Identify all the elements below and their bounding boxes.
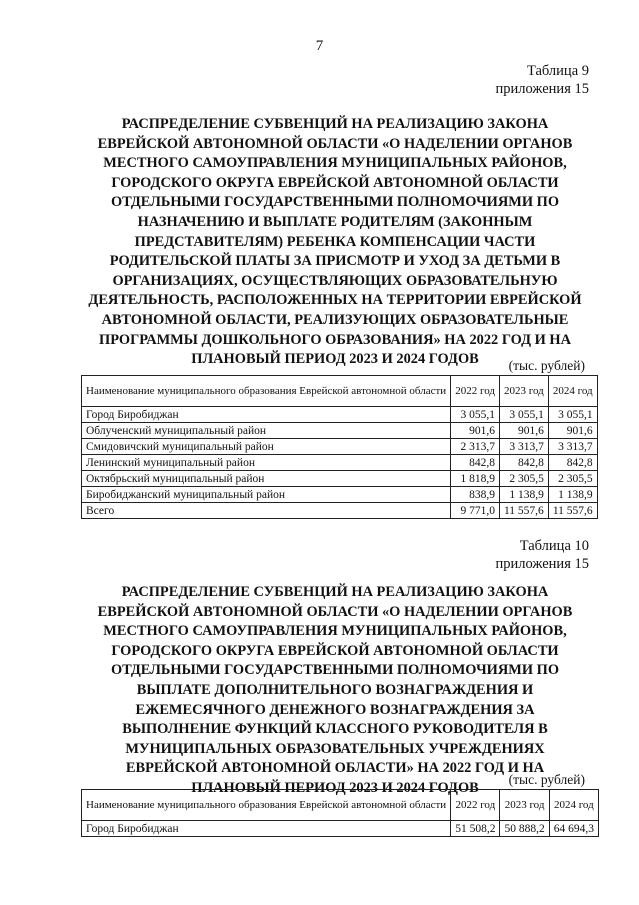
table-row: [82, 407, 598, 423]
row-2024: 64 694,3: [549, 821, 598, 837]
table-row: [82, 487, 598, 503]
row-name: Облученский муниципальный район: [82, 423, 451, 439]
table-10-label: [496, 537, 589, 573]
row-name: Ленинский муниципальный район: [82, 455, 451, 471]
table-10-title: РАСПРЕДЕЛЕНИЕ СУБВЕНЦИЙ НА РЕАЛИЗАЦИЮ ЗАКОНА ЕВРЕЙСКОЙ АВТОНОМНОЙ ОБЛАСТИ «О НАДЕЛЕНИИ ОРГАНОВ МЕСТНОГО САМОУПРАВЛЕНИЯ МУНИЦИПАЛЬНЫХ РАЙОНОВ, ГОРОДСКОГО ОКРУГА ЕВРЕЙСКОЙ АВТОНОМНОЙ ОБЛАСТИ ОТДЕЛЬНЫМИ ГОСУДАРСТВЕННЫМИ ПОЛНОМОЧИЯМИ ПО ВЫПЛАТЕ ДОПОЛНИТЕЛЬНОГО ВОЗНАГРАЖДЕНИЯ И ЕЖЕМЕСЯЧНОГО ДЕНЕЖНОГО ВОЗНАГРАЖДЕНИЯ ЗА ВЫПОЛНЕНИЕ ФУНКЦИЙ КЛАССНОГО РУКОВОДИТЕЛЯ В МУНИЦИПАЛЬНЫХ ОБРАЗОВАТЕЛЬНЫХ УЧРЕЖДЕНИЯХ ЕВРЕЙСКОЙ АВТОНОМНОЙ ОБЛАСТИ» НА 2022 ГОД И НА ПЛАНОВЫЙ ПЕРИОД 2023 И 2024 ГОДОВ: [97, 584, 573, 796]
table-9-label-number: Таблица 9: [526, 63, 589, 79]
row-2022: 3 055,1: [451, 407, 500, 423]
header-2022: 2022 год: [451, 790, 500, 821]
table-10-label-number: Таблица 10: [519, 538, 589, 554]
header-2024: 2024 год: [548, 376, 597, 407]
row-2022: 51 508,2: [451, 821, 500, 837]
row-2022: 901,6: [451, 423, 500, 439]
header-2024: 2024 год: [549, 790, 598, 821]
row-name: Биробиджанский муниципальный район: [82, 487, 451, 503]
row-2023: 2 305,5: [499, 471, 548, 487]
row-2023: 11 557,6: [499, 503, 548, 519]
table-row-total: [82, 503, 598, 519]
row-2024: 842,8: [548, 455, 597, 471]
row-2024: 901,6: [548, 423, 597, 439]
row-2022: 9 771,0: [451, 503, 500, 519]
header-2022: 2022 год: [451, 376, 500, 407]
table-row: [82, 439, 598, 455]
row-2024: 1 138,9: [548, 487, 597, 503]
table-9-units: (тыс. рублей): [508, 358, 585, 373]
row-2022: 1 818,9: [451, 471, 500, 487]
row-2023: 901,6: [499, 423, 548, 439]
table-9-label: [496, 62, 589, 98]
row-2023: 3 055,1: [499, 407, 548, 423]
row-2024: 2 305,5: [548, 471, 597, 487]
table-9-title: РАСПРЕДЕЛЕНИЕ СУБВЕНЦИЙ НА РЕАЛИЗАЦИЮ ЗАКОНА ЕВРЕЙСКОЙ АВТОНОМНОЙ ОБЛАСТИ «О НАДЕЛЕНИИ ОРГАНОВ МЕСТНОГО САМОУПРАВЛЕНИЯ МУНИЦИПАЛЬНЫХ РАЙОНОВ, ГОРОДСКОГО ОКРУГА ЕВРЕЙСКОЙ АВТОНОМНОЙ ОБЛАСТИ ОТДЕЛЬНЫМИ ГОСУДАРСТВЕННЫМИ ПОЛНОМОЧИЯМИ ПО НАЗНАЧЕНИЮ И ВЫПЛАТЕ РОДИТЕЛЯМ (ЗАКОННЫМ ПРЕДСТАВИТЕЛЯМ) РЕБЕНКА КОМПЕНСАЦИИ ЧАСТИ РОДИТЕЛЬСКОЙ ПЛАТЫ ЗА ПРИСМОТР И УХОД ЗА ДЕТЬМИ В ОРГАНИЗАЦИЯХ, ОСУЩЕСТВЛЯЮЩИХ ОБРАЗОВАТЕЛЬНУЮ ДЕЯТЕЛЬНОСТЬ, РАСПОЛОЖЕННЫХ НА ТЕРРИТОРИИ ЕВРЕЙСКОЙ АВТОНОМНОЙ ОБЛАСТИ, РЕАЛИЗУЮЩИХ ОБРАЗОВАТЕЛЬНЫЕ ПРОГРАММЫ ДОШКОЛЬНОГО ОБРАЗОВАНИЯ» НА 2022 ГОД И НА ПЛАНОВЫЙ ПЕРИОД 2023 И 2024 ГОДОВ: [88, 116, 582, 368]
row-2024: 11 557,6: [548, 503, 597, 519]
row-2022: 2 313,7: [451, 439, 500, 455]
header-2023: 2023 год: [500, 790, 549, 821]
table-10-label-appendix: приложения 15: [495, 556, 589, 572]
header-name: Наименование муниципального образования Еврейской автономной области: [82, 790, 451, 821]
row-name: Смидовичский муниципальный район: [82, 439, 451, 455]
table-10-units: (тыс. рублей): [508, 772, 585, 787]
row-name: Всего: [82, 503, 451, 519]
row-name: Город Биробиджан: [82, 407, 451, 423]
header-name: Наименование муниципального образования Еврейской автономной области: [82, 376, 451, 407]
table-9-header-row: [82, 376, 598, 407]
row-2023: 1 138,9: [499, 487, 548, 503]
table-row: [82, 423, 598, 439]
row-2024: 3 055,1: [548, 407, 597, 423]
table-9: [81, 375, 598, 519]
row-name: Город Биробиджан: [82, 821, 451, 837]
row-2022: 842,8: [451, 455, 500, 471]
page-number: 7: [315, 38, 324, 54]
row-2023: 3 313,7: [499, 439, 548, 455]
table-9-label-appendix: приложения 15: [495, 81, 589, 97]
row-2024: 3 313,7: [548, 439, 597, 455]
table-row: [82, 455, 598, 471]
row-2022: 838,9: [451, 487, 500, 503]
row-name: Октябрьский муниципальный район: [82, 471, 451, 487]
table-10: [81, 789, 599, 837]
header-2023: 2023 год: [499, 376, 548, 407]
table-row: [82, 471, 598, 487]
row-2023: 842,8: [499, 455, 548, 471]
table-10-header-row: [82, 790, 599, 821]
table-row: [82, 821, 599, 837]
row-2023: 50 888,2: [500, 821, 549, 837]
